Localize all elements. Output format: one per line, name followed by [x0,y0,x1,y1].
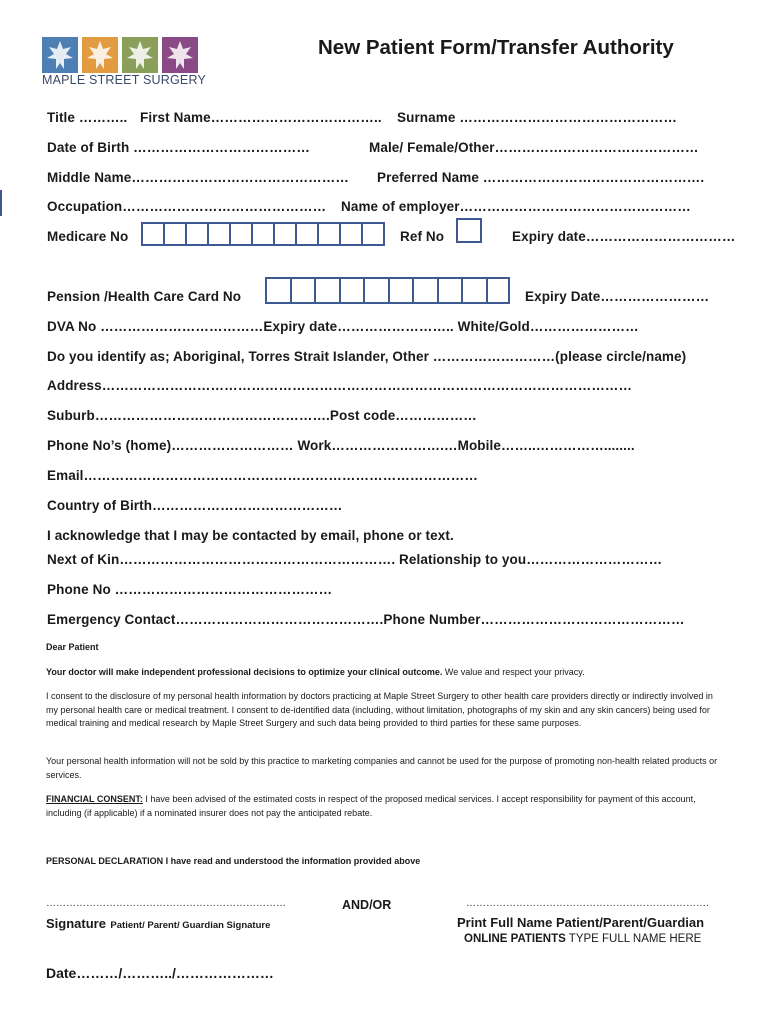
pension-digit-box[interactable] [314,277,339,304]
medicare-digit-box[interactable] [141,222,163,246]
phone-numbers-field[interactable]: Phone No’s (home)……………………… Work…………………….…Mobile……..……………........ [47,438,635,453]
signature-sub-label: Patient/ Parent/ Guardian Signature [110,920,271,931]
suburb-postcode-field[interactable]: Suburb…………………………………………….Post code……………… [47,408,477,423]
medicare-digit-box[interactable] [361,222,385,246]
personal-declaration: PERSONAL DECLARATION I have read and understood the information provided above [46,856,421,866]
medicare-expiry-field[interactable]: Expiry date…………………………… [512,229,736,244]
print-name-label: Print Full Name Patient/Parent/Guardian [457,915,705,930]
medicare-digit-box[interactable] [317,222,339,246]
next-of-kin-field[interactable]: Next of Kin……………………………………………………. Relationship to you………………………… [47,552,663,567]
pension-digit-box[interactable] [265,277,290,304]
medicare-digit-box[interactable] [163,222,185,246]
kin-phone-field[interactable]: Phone No ………………………………………… [47,582,333,597]
financial-consent-text: I have been advised of the estimated costs in respect of the proposed medical services. I accept responsibility for payment of this account, including (if applicable) if a nominated insurer does not pay the anticipated rebate. [46,794,696,818]
signature-label: Signature [46,916,106,931]
surname-field[interactable]: Surname ………………………………………… [397,110,677,125]
medicare-label: Medicare No [47,229,129,244]
ref-label: Ref No [400,229,445,244]
pension-digit-box[interactable] [363,277,388,304]
print-name-line[interactable]: ………………………………………………………………. [466,898,709,909]
dob-field[interactable]: Date of Birth ………………………………… [47,140,310,155]
medicare-digit-box[interactable] [273,222,295,246]
pension-digit-box[interactable] [486,277,511,304]
medicare-number-boxes[interactable] [141,222,385,246]
pension-expiry-field[interactable]: Expiry Date…………………… [525,289,710,304]
maple-leaves-icon [40,36,205,74]
ref-number-box[interactable] [456,218,482,243]
practice-name: MAPLE STREET SURGERY [42,73,206,87]
online-patients-note [464,933,701,945]
decision-bold-text: Your doctor will make independent professional decisions to optimize your clinical outcome. [46,667,443,677]
preferred-name-field[interactable]: Preferred Name …………………………………………. [377,170,705,185]
financial-consent [46,793,726,820]
edge-marker [0,190,2,216]
dva-field[interactable]: DVA No ………………………………Expiry date…………………….. White/Gold…………………… [47,319,639,334]
pension-digit-box[interactable] [412,277,437,304]
employer-field[interactable]: Name of employer…………………………………………… [341,199,691,214]
pension-digit-box[interactable] [290,277,315,304]
consent-statement: I consent to the disclosure of my personal health information by doctors practicing at Maple Street Surgery to other health care providers directly or indirectly involved in my personal health care or medical treatment. I consent to de-identified data (including, without limitation, photographs of my skin and any skin cancers) being used for medical training and medical research by Maple Street Surgery and such data being provided to third parties for these same purposes. [46,691,713,728]
dear-patient: Dear Patient [46,642,99,652]
decision-rest-text: We value and respect your privacy. [442,667,585,677]
pension-number-boxes[interactable] [265,277,510,304]
online-patients-bold: ONLINE PATIENTS [464,933,566,945]
practice-logo [40,36,205,88]
signature-label-group [46,915,270,933]
pension-digit-box[interactable] [388,277,413,304]
title-field[interactable]: Title ……….. [47,110,128,125]
address-field[interactable]: Address……………………………………………………………………………………………………… [47,378,633,393]
pension-digit-box[interactable] [339,277,364,304]
medicare-digit-box[interactable] [185,222,207,246]
and-or-label: AND/OR [342,898,392,912]
privacy-statement: Your personal health information will not be sold by this practice to marketing companies and cannot be used for the purpose of promoting non-health related products or services. [46,756,718,780]
decision-statement [46,666,726,680]
online-patients-text: TYPE FULL NAME HERE [565,933,702,945]
date-field[interactable]: Date………/………../………………… [46,965,274,981]
medicare-digit-box[interactable] [229,222,251,246]
medicare-digit-box[interactable] [339,222,361,246]
financial-consent-label: FINANCIAL CONSENT: [46,794,143,804]
email-field[interactable]: Email…………………………………………………………………………… [47,468,478,483]
occupation-field[interactable]: Occupation……………………………………… [47,199,327,214]
medicare-digit-box[interactable] [207,222,229,246]
emergency-contact-field[interactable]: Emergency Contact……………………………………….Phone Number……………………………………… [47,612,685,627]
contact-acknowledgement: I acknowledge that I may be contacted by email, phone or text. [47,528,454,543]
medicare-digit-box[interactable] [251,222,273,246]
medicare-digit-box[interactable] [295,222,317,246]
pension-digit-box[interactable] [461,277,486,304]
pension-digit-box[interactable] [437,277,462,304]
middle-name-field[interactable]: Middle Name………………………………………… [47,170,349,185]
page-title: New Patient Form/Transfer Authority [318,36,674,59]
country-of-birth-field[interactable]: Country of Birth…………………………………… [47,498,343,513]
identify-field[interactable]: Do you identify as; Aboriginal, Torres Strait Islander, Other ………………………(please circle/name) [47,349,687,364]
pension-label: Pension /Health Care Card No [47,289,242,304]
first-name-field[interactable]: First Name……………………………….. [140,110,382,125]
gender-field[interactable]: Male/ Female/Other……………………………………… [369,140,699,155]
signature-line[interactable]: ……………………………………………………………… [46,898,286,909]
